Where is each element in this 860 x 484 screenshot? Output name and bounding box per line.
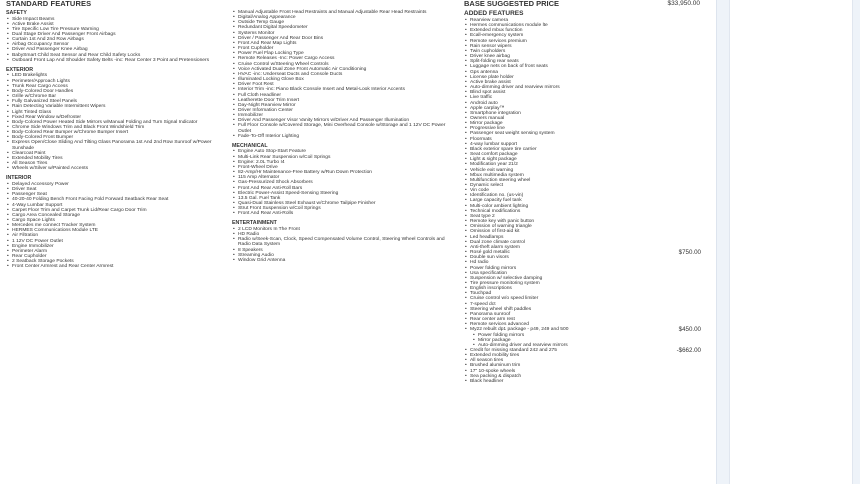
added-feature-label: • Remote services premium (470, 38, 527, 44)
feature-item: • Perimeter Alarm (6, 249, 228, 254)
added-feature-label: • Auto-dimming driver and rearview mirrors (470, 85, 560, 91)
feature-item: • Front-Wheel Drive (232, 165, 454, 170)
feature-item: • 8 Speakers (232, 248, 454, 253)
feature-item: • Front Cupholder (232, 46, 454, 51)
exterior-heading: EXTERIOR (6, 66, 34, 73)
feature-item: • Trunk Rear Cargo Access (6, 84, 228, 89)
added-feature-label: • Light & sight package (470, 157, 517, 163)
added-feature-label: • Twin cupholders (470, 48, 506, 54)
feature-item: • Fixed Rear Window w/Defroster (6, 115, 228, 120)
added-feature-label: • Rosé gold metallic (470, 250, 510, 256)
feature-item: • Engine: 2.0L Turbo I4 (232, 160, 454, 165)
feature-item: • Interior Trim -inc: Piano Black Console Insert and Metal-Look Interior Accents (232, 87, 454, 92)
feature-item: • Voice Activated Dual Zone Front Automatic Air Conditioning (232, 67, 454, 72)
added-feature-label: • Hd radio (470, 260, 489, 266)
added-feature-label: • Black headliner (470, 378, 504, 384)
added-feature-label: • English inscriptions (470, 286, 512, 292)
added-feature-label: • Anti-theft alarm system (470, 244, 521, 250)
added-feature-label: • Modification year 21/2 (470, 162, 518, 168)
added-feature-label: • Omission of first-aid kit (470, 229, 520, 235)
feature-item: • Full Cloth Headliner (232, 93, 454, 98)
feature-item: • HERMES Communications Module LTE (6, 228, 228, 233)
feature-item: • Quasi-Dual Stainless Steel Exhaust w/Chrome Tailpipe Finisher (232, 201, 454, 206)
feature-item: • Digital/Analog Appearance (232, 15, 454, 20)
added-feature-label: • Vehicle exit warning (470, 167, 514, 173)
feature-item: • BabySmart Child Seat Sensor and Rear Child Safety Locks (6, 53, 228, 58)
feature-item: • HVAC -inc: Underseat Ducts and Console Ducts (232, 72, 454, 77)
feature-item: • Outside Temp Gauge (232, 20, 454, 25)
feature-item: • Outboard Front Lap And Shoulder Safety Belts -inc: Rear Center 3 Point and Pretensioners (6, 58, 228, 63)
added-features-title: ADDED FEATURES (464, 10, 524, 17)
feature-item: • 40-20-40 Folding Bench Front Facing Fold Forward Seatback Rear Seat (6, 197, 228, 202)
added-feature-label: • Blind spot assist (470, 90, 506, 96)
feature-item: • Cruise Control w/Steering Wheel Controls (232, 62, 454, 67)
added-feature-label: • Owners manual (470, 115, 505, 121)
added-feature-label: • Credit for missing standard 242 and 275 (470, 348, 557, 353)
feature-item: • Side Impact Beams (6, 17, 228, 22)
feature-item: • Driver Foot Rest (232, 82, 454, 87)
feature-item: • Window Grid Antenna (232, 258, 454, 263)
feature-item: • Extended Mobility Tires (6, 156, 228, 161)
added-feature-label: • Identification no. (us-vin) (470, 193, 524, 199)
added-feature-label: • Omission of warning triangle (470, 224, 532, 230)
base-price-row (464, 0, 704, 8)
feature-item: • Body-Colored Power Heated Side Mirrors w/Manual Folding and Turn Signal Indicator (6, 120, 228, 125)
added-feature-label: • Brushed aluminum trim (470, 363, 521, 369)
standard-features-title: STANDARD FEATURES (6, 0, 92, 8)
feature-item: • HD Radio (232, 232, 454, 237)
feature-item: • Driver Seat (6, 187, 228, 192)
added-feature-label: • Steering wheel shift paddles (470, 306, 532, 312)
mechanical-heading: MECHANICAL (232, 142, 268, 149)
added-feature-label: • Panorama sunroof (470, 311, 511, 317)
feature-item: • Dual Stage Driver And Passenger Front Airbags (6, 32, 228, 37)
feature-item: • Wheels w/Silver w/Painted Accents (6, 166, 228, 171)
feature-item: • Cargo Space Lights (6, 218, 228, 223)
feature-item: • Body-Colored Rear Bumper w/Chrome Bumper Insert (6, 130, 228, 135)
feature-item: • Grille w/Chrome Bar (6, 94, 228, 99)
base-price-label: BASE SUGGESTED PRICE (464, 0, 560, 8)
added-feature-label: • Extended mobility tires (470, 353, 520, 359)
added-feature-label: • Android auto (470, 100, 498, 106)
added-feature-label: • Extended mbux function (470, 28, 523, 34)
feature-item: • Mercedes me connect Tracker System (6, 223, 228, 228)
feature-item: • Body-Colored Front Bumper (6, 135, 228, 140)
standard-features-column-1 (6, 0, 228, 270)
exterior-list (6, 73, 228, 171)
feature-item: • Strut Front Suspension w/Coil Springs (232, 206, 454, 211)
added-feature-label: • Passenger seat weight sensing system (470, 131, 555, 137)
feature-item: • 4-Way Lumbar Support (6, 203, 228, 208)
feature-item: • Active Brake Assist (6, 22, 228, 27)
feature-item: • Remote Releases -Inc: Power Cargo Access (232, 56, 454, 61)
base-price-value: $33,950.00 (667, 0, 700, 7)
standard-features-column-2 (232, 10, 454, 263)
added-feature-label: • Multifunction steering wheel (470, 177, 531, 183)
added-feature-label: • Remote key with panic button (470, 219, 535, 225)
added-feature-label: • Progressive line (470, 126, 505, 132)
added-feature-label: • All season tires (470, 358, 504, 364)
feature-item: • 2 Seatback Storage Pockets (6, 259, 228, 264)
added-feature-label: • 4-way lumbar support (470, 141, 518, 147)
added-feature-label: • Hermes communications module lte (470, 23, 548, 29)
feature-item: • Chrome Side Windows Trim and Black Front Windshield Trim (6, 125, 228, 130)
added-feature-label: • Ecall-emergency system (470, 33, 524, 39)
feature-item: • All Season Tires (6, 161, 228, 166)
feature-item: • Tire Specific Low Tire Pressure Warning (6, 27, 228, 32)
added-feature-label: • Mirror package (470, 121, 503, 127)
feature-item: • Airbag Occupancy Sensor (6, 42, 228, 47)
added-feature-label: • Remote services advanced (470, 322, 529, 328)
added-feature-label: • Black exterior spare tire carrier (470, 146, 537, 152)
added-feature-label: • Floormats (470, 136, 492, 142)
feature-item: • Engine Immobilizer (6, 244, 228, 249)
feature-item: • 82-Amp/Hr Maintenance-Free Battery w/Run Down Protection (232, 170, 454, 175)
feature-item: • Rear Cupholder (6, 254, 228, 259)
added-feature-label: • Vin code (470, 188, 489, 194)
package-sub-item: • Mirror package (464, 338, 704, 343)
feature-item: • Rain Detecting Variable Intermittent Wipers (6, 104, 228, 109)
feature-item: • Immobilizer (232, 113, 454, 118)
feature-item: • Passenger Seat (6, 192, 228, 197)
feature-item: • Front And Rear Map Lights (232, 41, 454, 46)
feature-item: • Illuminated Locking Glove Box (232, 77, 454, 82)
feature-item: • Front Center Armrest and Rear Center Armrest (6, 264, 228, 269)
feature-item: • Power Fuel Flap Locking Type (232, 51, 454, 56)
added-feature-label: • Driver knee airbag (470, 54, 510, 60)
interior-list (6, 182, 228, 270)
feature-item: • Driver / Passenger And Rear Door Bins (232, 36, 454, 41)
entertainment-list (232, 227, 454, 263)
entertainment-heading: ENTERTAINMENT (232, 220, 277, 227)
feature-item: • Air Filtration (6, 233, 228, 238)
added-feature-label: • Luggage nets on back of front seats (470, 64, 548, 70)
added-feature-label: • Live traffic (470, 95, 493, 101)
feature-item: • Carpet Floor Trim and Carpet Trunk Lid/Rear Cargo Door Trim (6, 208, 228, 213)
added-feature-label: • My22 rebuilt dp1 package - p49, 249 and 500 (470, 327, 569, 333)
feature-item: • Streaming Audio (232, 253, 454, 258)
right-sidebar (716, 0, 860, 484)
pricing-column (464, 0, 704, 384)
added-feature-label: • Rear center arm rest (470, 317, 515, 323)
safety-heading: SAFETY (6, 10, 27, 16)
feature-item: • Fade-To-Off Interior Lighting (232, 134, 454, 139)
feature-item: • Full Floor Console w/Covered Storage, Mini Overhead Console w/Storage and 1 12V DC Power Outlet (232, 123, 454, 133)
feature-item: • Multi-Link Rear Suspension w/Coil Springs (232, 155, 454, 160)
added-feature-label: • Smartphone integration (470, 110, 521, 116)
feature-item: • Radio w/Seek-Scan, Clock, Speed Compensated Volume Control, Steering Wheel Controls and Radio Data System (232, 237, 454, 247)
feature-item: • Delayed Accessory Power (6, 182, 228, 187)
feature-item: • Clearcoat Paint (6, 151, 228, 156)
feature-item: • Fully Galvanized Steel Panels (6, 99, 228, 104)
interior-continued-list (232, 10, 454, 139)
added-feature-price: -$662.00 (676, 347, 701, 354)
added-feature-label: • Multi-color ambient lighting (470, 203, 529, 209)
added-feature-label: • Gps antenna (470, 69, 499, 75)
added-feature-price (701, 379, 704, 384)
package-sub-item: • Power folding mirrors (464, 333, 704, 338)
feature-item: • Body-Colored Door Handles (6, 89, 228, 94)
feature-item: • Day-Night Rearview Mirror (232, 103, 454, 108)
added-feature-label: • Usa specification (470, 270, 507, 276)
safety-list (6, 17, 228, 63)
added-feature-label: • Touchpad (470, 291, 492, 297)
added-feature-label: • Seat comfort package (470, 152, 518, 158)
added-feature-label: • Tire pressure monitoring system (470, 280, 540, 286)
added-feature-label: • Dynamic select (470, 183, 504, 188)
added-feature-label: • Technical modifications (470, 208, 521, 214)
feature-item: • Driver Information Center (232, 108, 454, 113)
added-feature-label: • Rearview camera (470, 18, 509, 23)
feature-item: • Redundant Digital Speedometer (232, 25, 454, 30)
feature-item: • Electric Power-Assist Speed-Sensing Steering (232, 191, 454, 196)
package-sub-item: • Auto-dimming driver and rearview mirrors (464, 343, 704, 348)
feature-item: • 1 12V DC Power Outlet (6, 239, 228, 244)
feature-item: • Express Open/Close Sliding And Tilting Glass Panorama 1st And 2nd Row Sunroof w/Power Sunshade (6, 140, 228, 150)
feature-item: • Engine Auto Stop-Start Feature (232, 149, 454, 154)
added-feature-label: • Rain sensor wipers (470, 43, 512, 49)
added-feature-label: • Active brake assist (470, 79, 511, 85)
added-feature-label: • Power folding mirrors (470, 265, 517, 271)
feature-item: • Cargo Area Concealed Storage (6, 213, 228, 218)
added-feature-label: • Suspension w/ selective damping (470, 275, 543, 281)
added-feature-label: • 17" 10-spoke wheels (470, 368, 516, 374)
feature-item: • Curtain 1st And 2nd Row Airbags (6, 37, 228, 42)
added-feature-label: • Seat type 2 (470, 213, 495, 219)
feature-item: • Driver And Passenger Visor Vanity Mirrors w/Driver And Passenger Illumination (232, 118, 454, 123)
feature-item: • Perimeter/Approach Lights (6, 79, 228, 84)
added-feature-price: $750.00 (678, 249, 701, 257)
added-feature-label: • Cruise control w/o speed limiter (470, 296, 539, 302)
added-feature-label: • Led headlamps (470, 234, 504, 240)
added-feature-label: • Dual zone climate control (470, 239, 525, 245)
added-feature-label: • Sea packing & dispatch (470, 373, 522, 379)
feature-item: • 115 Amp Alternator (232, 175, 454, 180)
added-feature-item (464, 379, 704, 384)
feature-item: • Leatherette Door Trim Insert (232, 98, 454, 103)
added-features-list (464, 18, 704, 384)
feature-item: • LED Brakelights (6, 73, 228, 78)
added-feature-label: • License plate holder (470, 74, 514, 80)
feature-item: • Systems Monitor (232, 31, 454, 36)
feature-item: • 2 LCD Monitors In The Front (232, 227, 454, 232)
mechanical-list (232, 149, 454, 216)
sidebar-card (729, 0, 853, 484)
added-feature-label: • Apple carplay™ (470, 105, 505, 111)
feature-item: • Front And Rear Anti-Rolls (232, 211, 454, 216)
feature-item: • 13.5 Gal. Fuel Tank (232, 196, 454, 201)
feature-item: • Driver And Passenger Knee Airbag (6, 47, 228, 52)
added-feature-label: • Mbux multimedia system (470, 172, 524, 178)
added-feature-label: • Double sun visors (470, 255, 509, 261)
added-feature-label: • Split-folding rear seats (470, 59, 519, 65)
interior-heading: INTERIOR (6, 175, 32, 182)
feature-item: • Gas-Pressurized Shock Absorbers (232, 180, 454, 185)
added-feature-label: • Large capacity fuel tank (470, 198, 522, 204)
feature-item: • Light Tinted Glass (6, 110, 228, 115)
added-feature-label: • 7-speed dct (470, 301, 496, 307)
added-feature-price: $450.00 (678, 326, 701, 334)
feature-item: • Manual Adjustable Front Head Restraints and Manual Adjustable Rear Head Restraints (232, 10, 454, 15)
feature-item: • Front And Rear Anti-Roll Bars (232, 186, 454, 191)
